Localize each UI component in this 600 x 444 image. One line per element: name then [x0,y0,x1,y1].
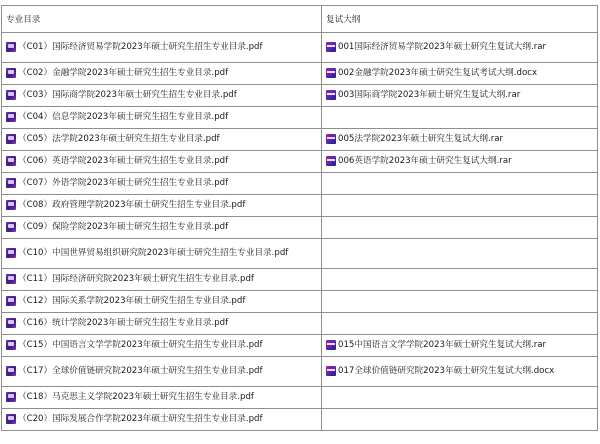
document-file-icon [326,90,336,100]
catalog-cell [2,335,322,357]
table-row [2,387,598,409]
catalog-cell [2,313,322,335]
catalog-cell [2,85,322,107]
catalog-file-link[interactable]: （C09）保险学院2023年硕士研究生招生专业目录.pdf [18,222,229,232]
catalog-cell [2,239,322,269]
pdf-file-icon [6,156,16,166]
table-row [2,173,598,195]
catalog-file-item[interactable] [6,200,318,211]
catalog-cell [2,269,322,291]
syllabus-cell [322,63,598,85]
pdf-file-icon [6,112,16,122]
syllabus-file-item[interactable] [326,68,594,79]
syllabus-cell [322,217,598,239]
catalog-file-link[interactable]: （C12）国际关系学院2023年硕士研究生招生专业目录.pdf [18,296,246,306]
catalog-file-item[interactable] [6,248,318,259]
document-file-icon [326,68,336,78]
syllabus-cell [322,357,598,387]
syllabus-file-item[interactable] [326,42,594,53]
catalog-file-item[interactable] [6,134,318,145]
catalog-file-item[interactable] [6,392,318,403]
catalog-file-item[interactable] [6,90,318,101]
pdf-file-icon [6,248,16,258]
catalog-file-item[interactable] [6,414,318,425]
pdf-file-icon [6,414,16,424]
table-row [2,33,598,63]
files-table-body [2,33,598,431]
pdf-file-icon [6,366,16,376]
table-row [2,63,598,85]
table-row [2,85,598,107]
pdf-file-icon [6,296,16,306]
table-row [2,151,598,173]
catalog-file-item[interactable] [6,222,318,233]
syllabus-file-item[interactable] [326,90,594,101]
catalog-cell [2,107,322,129]
catalog-cell [2,151,322,173]
table-row [2,129,598,151]
table-row [2,217,598,239]
syllabus-cell [322,387,598,409]
syllabus-file-link[interactable]: 003国际商学院2023年硕士研究生复试大纲.rar [338,90,521,100]
catalog-file-item[interactable] [6,42,318,53]
catalog-file-link[interactable]: （C17）全球价值链研究院2023年硕士研究生招生专业目录.pdf [18,366,263,376]
syllabus-file-item[interactable] [326,156,594,167]
catalog-file-link[interactable]: （C04）信息学院2023年硕士研究生招生专业目录.pdf [18,112,229,122]
catalog-cell [2,357,322,387]
syllabus-file-link[interactable]: 017全球价值链研究院2023年硕士研究生复试大纲.docx [338,366,555,376]
table-row [2,291,598,313]
document-file-icon [326,366,336,376]
pdf-file-icon [6,90,16,100]
syllabus-file-link[interactable]: 015中国语言文学学院2023年硕士研究生复试大纲.rar [338,340,547,350]
syllabus-cell [322,291,598,313]
syllabus-cell [322,269,598,291]
catalog-file-link[interactable]: （C15）中国语言文学学院2023年硕士研究生招生专业目录.pdf [18,340,263,350]
catalog-file-link[interactable]: （C06）英语学院2023年硕士研究生招生专业目录.pdf [18,156,229,166]
catalog-file-link[interactable]: （C18）马克思主义学院2023年硕士研究生招生专业目录.pdf [18,392,254,402]
syllabus-cell [322,409,598,431]
catalog-file-item[interactable] [6,366,318,377]
table-row [2,409,598,431]
table-row [2,335,598,357]
table-row [2,313,598,335]
syllabus-cell [322,313,598,335]
pdf-file-icon [6,68,16,78]
document-file-icon [326,340,336,350]
catalog-cell [2,33,322,63]
pdf-file-icon [6,134,16,144]
catalog-file-link[interactable]: （C05）法学院2023年硕士研究生招生专业目录.pdf [18,134,220,144]
syllabus-file-link[interactable]: 002金融学院2023年硕士研究生复试考试大纲.docx [338,68,538,78]
pdf-file-icon [6,42,16,52]
syllabus-file-item[interactable] [326,134,594,145]
catalog-file-item[interactable] [6,318,318,329]
catalog-cell [2,387,322,409]
pdf-file-icon [6,392,16,402]
pdf-file-icon [6,318,16,328]
syllabus-file-link[interactable]: 005法学院2023年硕士研究生复试大纲.rar [338,134,504,144]
catalog-file-link[interactable]: （C10）中国世界贸易组织研究院2023年硕士研究生招生专业目录.pdf [18,248,289,258]
catalog-file-link[interactable]: （C16）统计学院2023年硕士研究生招生专业目录.pdf [18,318,229,328]
syllabus-cell [322,129,598,151]
catalog-file-link[interactable]: （C08）政府管理学院2023年硕士研究生招生专业目录.pdf [18,200,246,210]
catalog-file-link[interactable]: （C03）国际商学院2023年硕士研究生招生专业目录.pdf [18,90,237,100]
files-table [1,5,598,431]
catalog-file-link[interactable]: （C01）国际经济贸易学院2023年硕士研究生招生专业目录.pdf [18,42,263,52]
header-row [2,6,598,33]
column-header-catalog: 专业目录 [2,6,322,33]
catalog-cell [2,63,322,85]
catalog-file-link[interactable]: （C07）外语学院2023年硕士研究生招生专业目录.pdf [18,178,229,188]
pdf-file-icon [6,274,16,284]
syllabus-file-item[interactable] [326,340,594,351]
pdf-file-icon [6,200,16,210]
syllabus-cell [322,85,598,107]
catalog-file-link[interactable]: （C02）金融学院2023年硕士研究生招生专业目录.pdf [18,68,229,78]
table-row [2,195,598,217]
syllabus-file-item[interactable] [326,366,594,377]
table-row [2,269,598,291]
catalog-file-link[interactable]: （C11）国际经济研究院2023年硕士研究生招生专业目录.pdf [18,274,254,284]
document-file-icon [326,156,336,166]
catalog-cell [2,129,322,151]
catalog-cell [2,409,322,431]
syllabus-cell [322,239,598,269]
catalog-cell [2,291,322,313]
table-row [2,107,598,129]
catalog-file-item[interactable] [6,112,318,123]
catalog-file-item[interactable] [6,340,318,351]
syllabus-cell [322,173,598,195]
syllabus-cell [322,335,598,357]
catalog-file-link[interactable]: （C20）国际发展合作学院2023年硕士研究生招生专业目录.pdf [18,414,263,424]
table-row [2,357,598,387]
pdf-file-icon [6,222,16,232]
column-header-syllabus: 复试大纲 [322,6,598,33]
syllabus-cell [322,151,598,173]
catalog-file-item[interactable] [6,296,318,307]
syllabus-cell [322,195,598,217]
catalog-cell [2,173,322,195]
syllabus-cell [322,107,598,129]
catalog-cell [2,217,322,239]
syllabus-file-link[interactable]: 006英语学院2023年硕士研究生复试大纲.rar [338,156,512,166]
syllabus-cell [322,33,598,63]
catalog-cell [2,195,322,217]
catalog-file-item[interactable] [6,156,318,167]
document-file-icon [326,42,336,52]
pdf-file-icon [6,340,16,350]
document-file-icon [326,134,336,144]
catalog-file-item[interactable] [6,68,318,79]
syllabus-file-link[interactable]: 001国际经济贸易学院2023年硕士研究生复试大纲.rar [338,42,547,52]
catalog-file-item[interactable] [6,178,318,189]
catalog-file-item[interactable] [6,274,318,285]
pdf-file-icon [6,178,16,188]
table-row [2,239,598,269]
